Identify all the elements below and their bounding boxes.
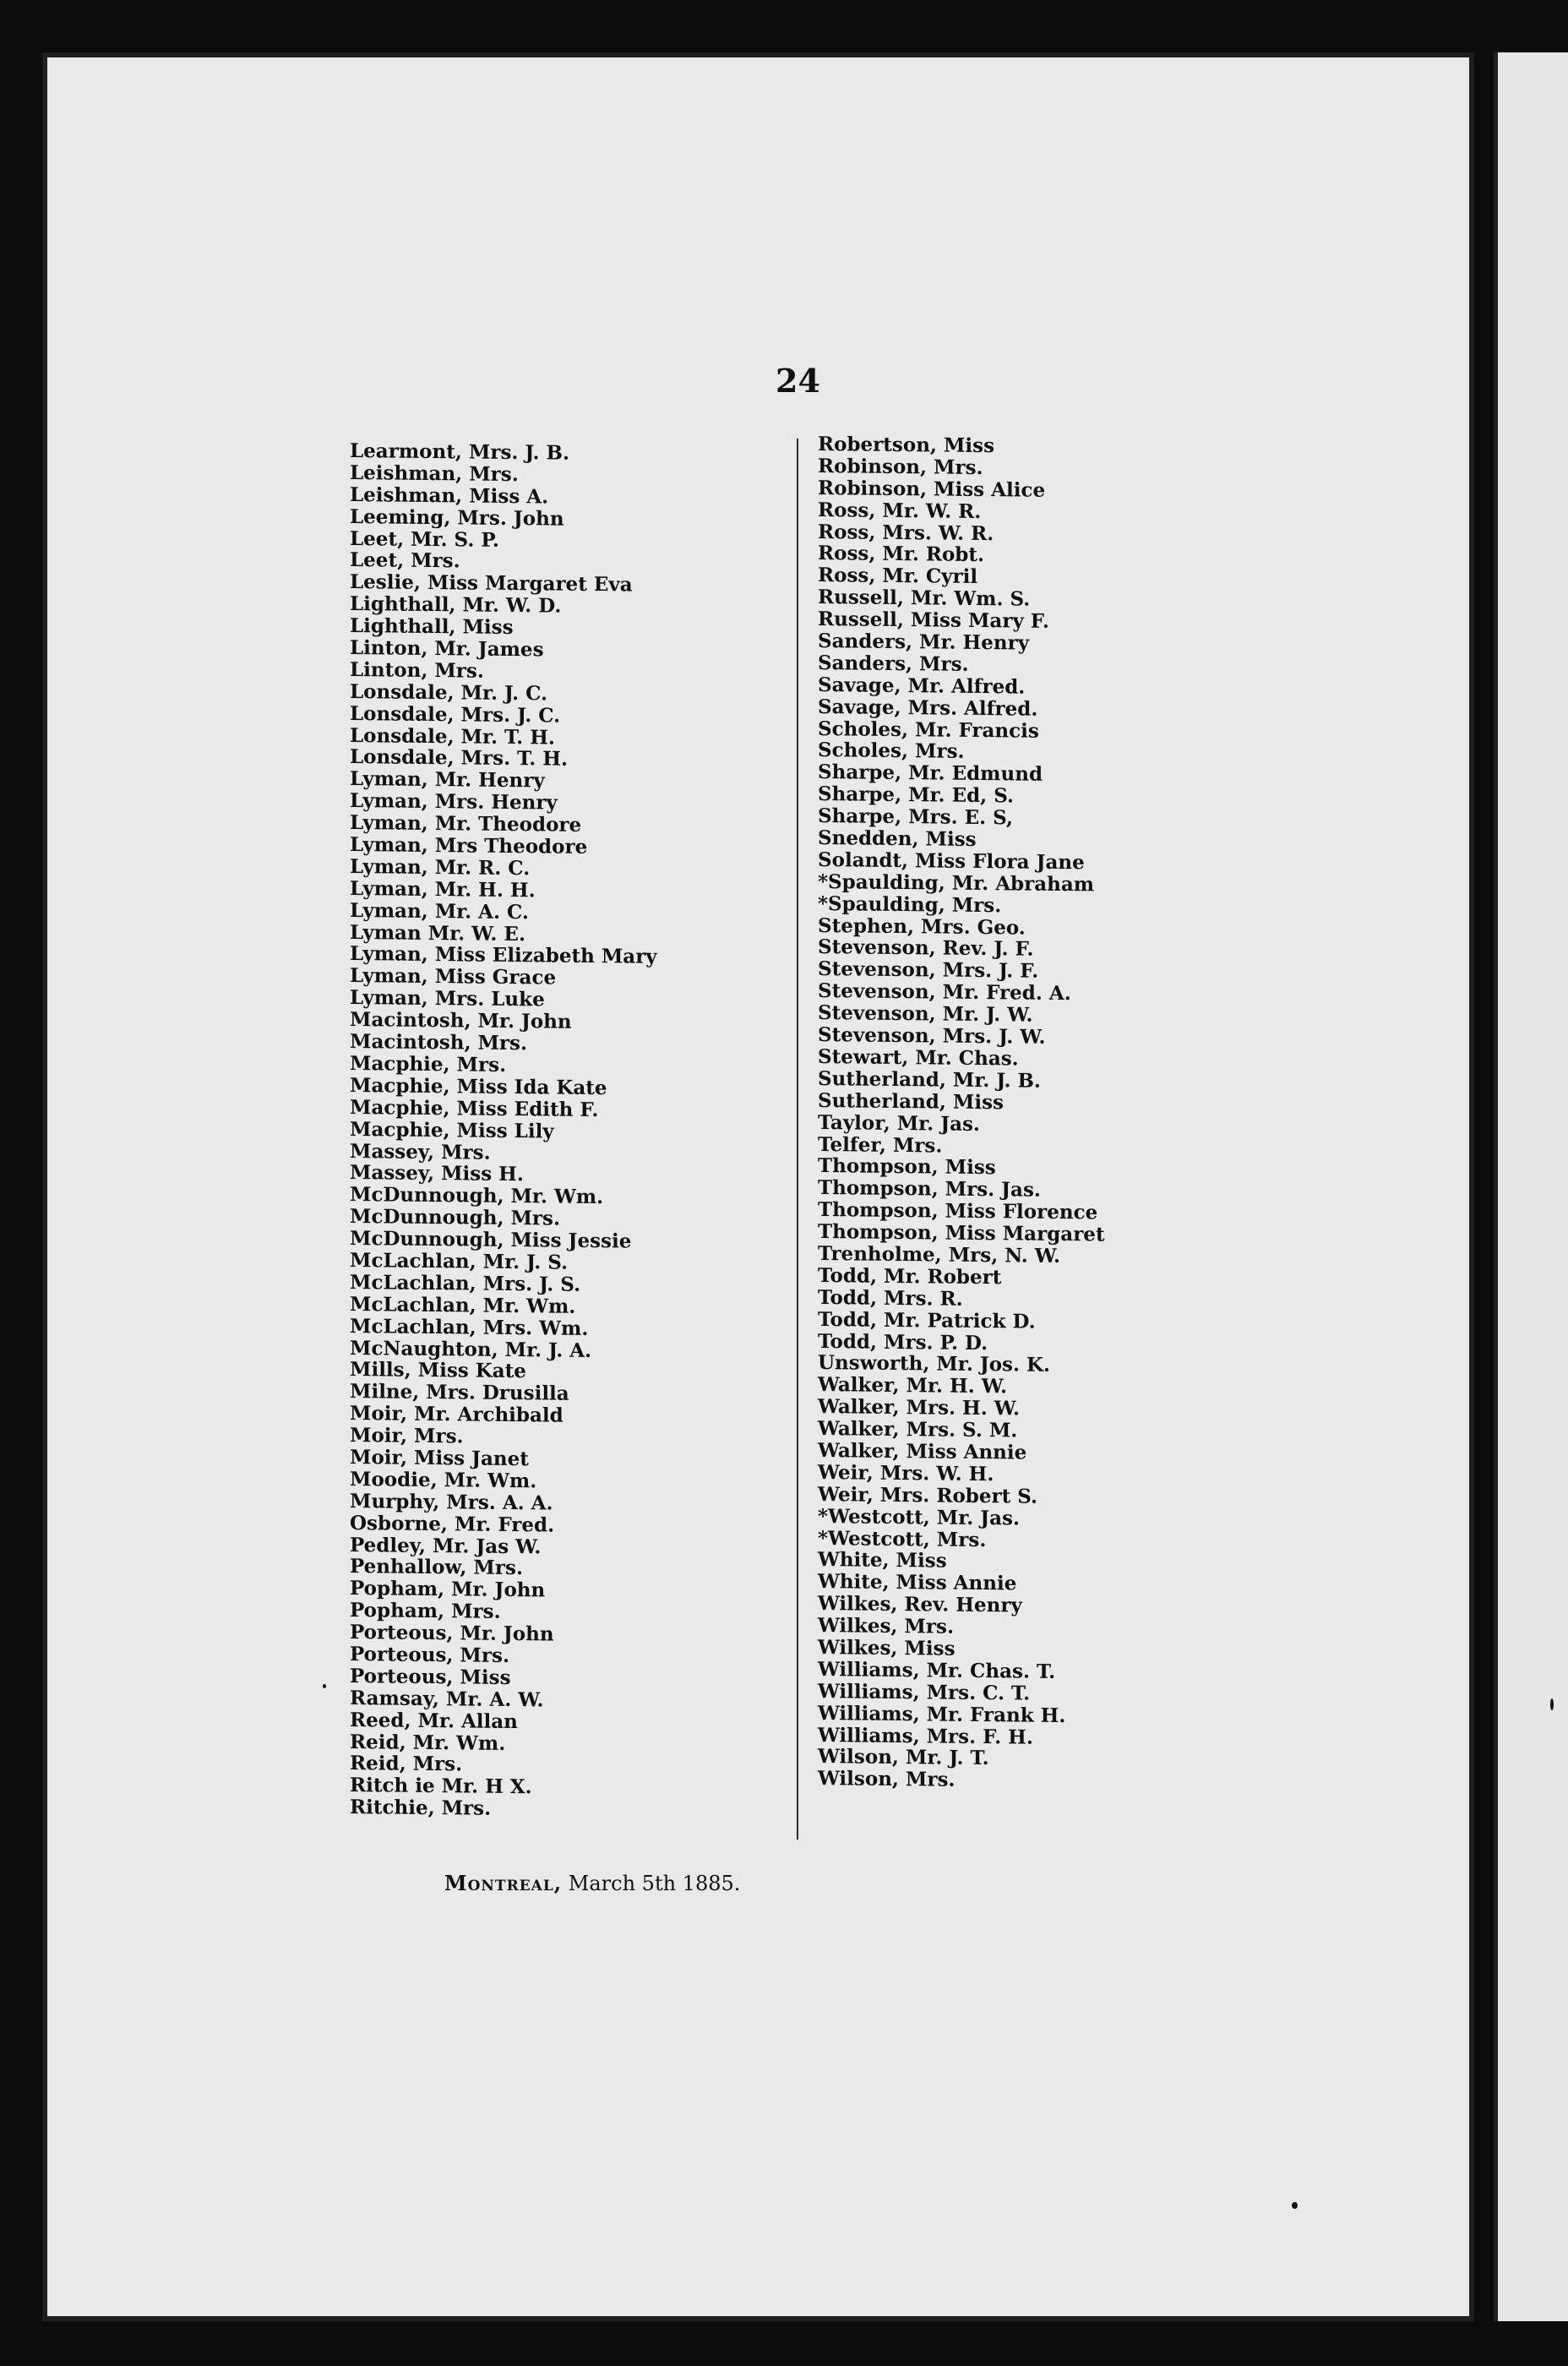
name-entry: Learmont, Mrs. J. B. bbox=[350, 439, 569, 465]
scan-speck bbox=[1550, 1698, 1554, 1710]
name-entry: Weir, Mrs. Robert S. bbox=[818, 1482, 1038, 1508]
name-entry: Lonsdale, Mrs. J. C. bbox=[350, 701, 561, 728]
name-entry: Scholes, Mr. Francis bbox=[818, 717, 1039, 743]
name-entry: Lyman, Mrs Theodore bbox=[350, 833, 588, 859]
name-entry: Stevenson, Mr. Fred. A. bbox=[818, 979, 1071, 1006]
name-entry: Ross, Mr. Cyril bbox=[818, 564, 978, 589]
name-entry: *Spaulding, Mr. Abraham bbox=[818, 870, 1095, 897]
name-entry: Reid, Mrs. bbox=[350, 1752, 463, 1776]
name-entry: White, Miss bbox=[818, 1548, 947, 1573]
name-entry: Robertson, Miss bbox=[818, 433, 995, 458]
name-entry: Milne, Mrs. Drusilla bbox=[350, 1380, 569, 1406]
name-entry: Sharpe, Mr. Edmund bbox=[818, 760, 1043, 787]
name-entry: Mills, Miss Kate bbox=[350, 1358, 526, 1383]
name-entry: Weir, Mrs. W. H. bbox=[818, 1460, 994, 1486]
name-entry: Todd, Mrs. P. D. bbox=[818, 1329, 988, 1355]
name-entry: Reed, Mr. Allan bbox=[350, 1708, 518, 1733]
column-divider bbox=[797, 439, 798, 1840]
name-entry: Stevenson, Mrs. J. F. bbox=[818, 957, 1039, 984]
name-entry: McDunnough, Mr. Wm. bbox=[350, 1183, 604, 1209]
name-entry: Stevenson, Rev. J. F. bbox=[818, 935, 1034, 962]
name-entry: Leishman, Mrs. bbox=[350, 461, 519, 486]
name-entry: Walker, Mrs. H. W. bbox=[818, 1395, 1021, 1420]
name-entry: Williams, Mrs. F. H. bbox=[818, 1723, 1033, 1749]
name-entry: Ritch ie Mr. H X. bbox=[350, 1774, 532, 1799]
name-entry: Moir, Mrs. bbox=[350, 1424, 464, 1448]
name-entry: Lyman, Mr. Theodore bbox=[350, 811, 582, 837]
name-entry: Porteous, Mrs. bbox=[350, 1642, 509, 1667]
name-entry: Russell, Mr. Wm. S. bbox=[818, 586, 1031, 611]
name-entry: Sharpe, Mrs. E. S, bbox=[818, 804, 1013, 830]
name-entry: Telfer, Mrs. bbox=[818, 1132, 943, 1158]
facing-page-edge bbox=[1494, 52, 1568, 2321]
name-entry: Ross, Mrs. W. R. bbox=[818, 520, 994, 545]
name-entry: Massey, Miss H. bbox=[350, 1161, 524, 1186]
name-entry: Lyman, Mr. A. C. bbox=[350, 898, 529, 924]
name-entry: Penhallow, Mrs. bbox=[350, 1555, 523, 1580]
name-entry: Todd, Mrs. R. bbox=[818, 1285, 963, 1311]
name-entry: *Spaulding, Mrs. bbox=[818, 891, 1002, 917]
name-entry: Wilkes, Mrs. bbox=[818, 1614, 954, 1638]
name-entry: Sanders, Mrs. bbox=[818, 651, 969, 676]
name-entry: Thompson, Miss bbox=[818, 1154, 996, 1180]
name-list-left-column bbox=[350, 440, 789, 1824]
name-entry: Walker, Mr. H. W. bbox=[818, 1373, 1007, 1398]
name-entry: Unsworth, Mr. Jos. K. bbox=[818, 1351, 1051, 1377]
name-entry: Wilson, Mrs. bbox=[818, 1767, 956, 1792]
name-entry: Popham, Mr. John bbox=[350, 1577, 546, 1602]
name-entry: Moir, Mr. Archibald bbox=[350, 1402, 564, 1427]
name-entry: Lyman, Mr. H. H. bbox=[350, 876, 536, 902]
name-entry: Walker, Mrs. S. M. bbox=[818, 1417, 1018, 1442]
name-entry: Leeming, Mrs. John bbox=[350, 504, 564, 531]
name-entry: Thompson, Miss Florence bbox=[818, 1198, 1098, 1224]
name-entry: Lyman, Mr. R. C. bbox=[350, 854, 531, 880]
name-entry: Macintosh, Mr. John bbox=[350, 1008, 572, 1033]
name-entry: Williams, Mr. Chas. T. bbox=[818, 1657, 1056, 1683]
name-entry: McNaughton, Mr. J. A. bbox=[350, 1336, 592, 1362]
name-entry: *Westcott, Mrs. bbox=[818, 1526, 987, 1551]
name-entry: Robinson, Miss Alice bbox=[818, 476, 1046, 502]
name-entry: Lighthall, Mr. W. D. bbox=[350, 592, 562, 618]
name-entry: Ramsay, Mr. A. W. bbox=[350, 1686, 544, 1712]
name-entry: Linton, Mrs. bbox=[350, 657, 484, 683]
name-entry: Leet, Mrs. bbox=[350, 548, 460, 573]
name-entry: Moir, Miss Janet bbox=[350, 1445, 529, 1471]
name-entry: Wilson, Mr. J. T. bbox=[818, 1745, 989, 1770]
name-entry: *Westcott, Mr. Jas. bbox=[818, 1504, 1021, 1530]
name-entry: McLachlan, Mr. Wm. bbox=[350, 1292, 576, 1318]
name-entry: Todd, Mr. Patrick D. bbox=[818, 1307, 1036, 1333]
name-entry: Solandt, Miss Flora Jane bbox=[818, 848, 1085, 875]
name-entry: Porteous, Mr. John bbox=[350, 1621, 554, 1646]
footer-place: Montreal, bbox=[444, 1871, 563, 1895]
name-entry: Stephen, Mrs. Geo. bbox=[818, 913, 1026, 940]
scan-speck bbox=[323, 1684, 326, 1688]
name-entry: Ross, Mr. W. R. bbox=[818, 498, 982, 523]
name-entry: Stewart, Mr. Chas. bbox=[818, 1044, 1019, 1071]
name-entry: McDunnough, Miss Jessie bbox=[350, 1227, 632, 1253]
name-entry: Massey, Mrs. bbox=[350, 1139, 491, 1164]
name-entry: Porteous, Miss bbox=[350, 1664, 511, 1689]
name-entry: Trenholme, Mrs, N. W. bbox=[818, 1241, 1061, 1268]
name-entry: Lyman, Miss Elizabeth Mary bbox=[350, 942, 657, 969]
name-entry: Ritchie, Mrs. bbox=[350, 1796, 492, 1820]
scan-speck bbox=[1292, 2202, 1298, 2209]
name-entry: Savage, Mrs. Alfred. bbox=[818, 695, 1038, 721]
name-entry: Wilkes, Rev. Henry bbox=[818, 1592, 1022, 1617]
name-entry: Macphie, Miss Ida Kate bbox=[350, 1073, 607, 1100]
name-entry: Russell, Miss Mary F. bbox=[818, 608, 1049, 633]
name-entry: Stevenson, Mr. J. W. bbox=[818, 1001, 1033, 1027]
name-entry: Todd, Mr. Robert bbox=[818, 1263, 1002, 1289]
name-entry: Leslie, Miss Margaret Eva bbox=[350, 570, 633, 597]
name-entry: Williams, Mr. Frank H. bbox=[818, 1701, 1066, 1727]
name-entry: Ross, Mr. Robt. bbox=[818, 542, 985, 567]
name-entry: Wilkes, Miss bbox=[818, 1635, 956, 1660]
name-entry: Osborne, Mr. Fred. bbox=[350, 1511, 555, 1537]
name-entry: Lyman, Mr. Henry bbox=[350, 767, 545, 793]
name-entry: Thompson, Mrs. Jas. bbox=[818, 1176, 1041, 1202]
name-entry: Macphie, Mrs. bbox=[350, 1051, 507, 1077]
name-entry: Taylor, Mr. Jas. bbox=[818, 1110, 980, 1136]
name-entry: Moodie, Mr. Wm. bbox=[350, 1467, 537, 1493]
page-number: 24 bbox=[776, 362, 820, 400]
name-entry: Linton, Mr. James bbox=[350, 636, 544, 662]
name-entry: Leishman, Miss A. bbox=[350, 482, 549, 509]
name-entry: Macintosh, Mrs. bbox=[350, 1030, 528, 1055]
name-entry: White, Miss Annie bbox=[818, 1570, 1017, 1595]
name-entry: Lonsdale, Mrs. T. H. bbox=[350, 745, 568, 771]
name-entry: Lyman, Mrs. Luke bbox=[350, 986, 545, 1011]
name-entry: Lonsdale, Mr. T. H. bbox=[350, 723, 555, 750]
name-entry: Lyman, Miss Grace bbox=[350, 964, 557, 989]
footer-dateline bbox=[444, 1871, 740, 1895]
name-entry: McDunnough, Mrs. bbox=[350, 1205, 560, 1230]
name-entry: Williams, Mrs. C. T. bbox=[818, 1679, 1031, 1705]
name-entry: Savage, Mr. Alfred. bbox=[818, 673, 1026, 699]
name-entry: Reid, Mr. Wm. bbox=[350, 1730, 506, 1755]
name-entry: Sanders, Mr. Henry bbox=[818, 630, 1030, 655]
name-entry: McLachlan, Mrs. J. S. bbox=[350, 1270, 581, 1296]
name-entry: McLachlan, Mrs. Wm. bbox=[350, 1314, 589, 1340]
name-entry: Murphy, Mrs. A. A. bbox=[350, 1489, 553, 1515]
name-entry: Walker, Miss Annie bbox=[818, 1438, 1027, 1464]
name-entry: Lighthall, Miss bbox=[350, 614, 514, 640]
name-entry: Pedley, Mr. Jas W. bbox=[350, 1533, 542, 1558]
name-list-right-column bbox=[818, 433, 1291, 1795]
name-entry: Lonsdale, Mr. J. C. bbox=[350, 679, 548, 706]
name-entry: Macphie, Miss Edith F. bbox=[350, 1095, 599, 1121]
name-entry: Popham, Mrs. bbox=[350, 1599, 501, 1624]
name-entry: Sutherland, Miss bbox=[818, 1088, 1004, 1115]
name-entry: Sutherland, Mr. J. B. bbox=[818, 1066, 1041, 1093]
name-entry: Lyman, Mrs. Henry bbox=[350, 789, 558, 815]
name-entry: Leet, Mr. S. P. bbox=[350, 526, 499, 552]
name-entry: Stevenson, Mrs. J. W. bbox=[818, 1023, 1046, 1049]
name-entry: Thompson, Miss Margaret bbox=[818, 1220, 1105, 1246]
name-entry: McLachlan, Mr. J. S. bbox=[350, 1248, 569, 1274]
name-entry: Robinson, Mrs. bbox=[818, 454, 983, 479]
name-entry: Macphie, Miss Lily bbox=[350, 1117, 554, 1143]
name-entry: Lyman Mr. W. E. bbox=[350, 920, 525, 946]
name-entry: Sharpe, Mr. Ed, S. bbox=[818, 782, 1014, 808]
name-entry: Scholes, Mrs. bbox=[818, 739, 965, 764]
footer-date: March 5th 1885. bbox=[568, 1872, 741, 1895]
name-entry: Snedden, Miss bbox=[818, 826, 977, 851]
